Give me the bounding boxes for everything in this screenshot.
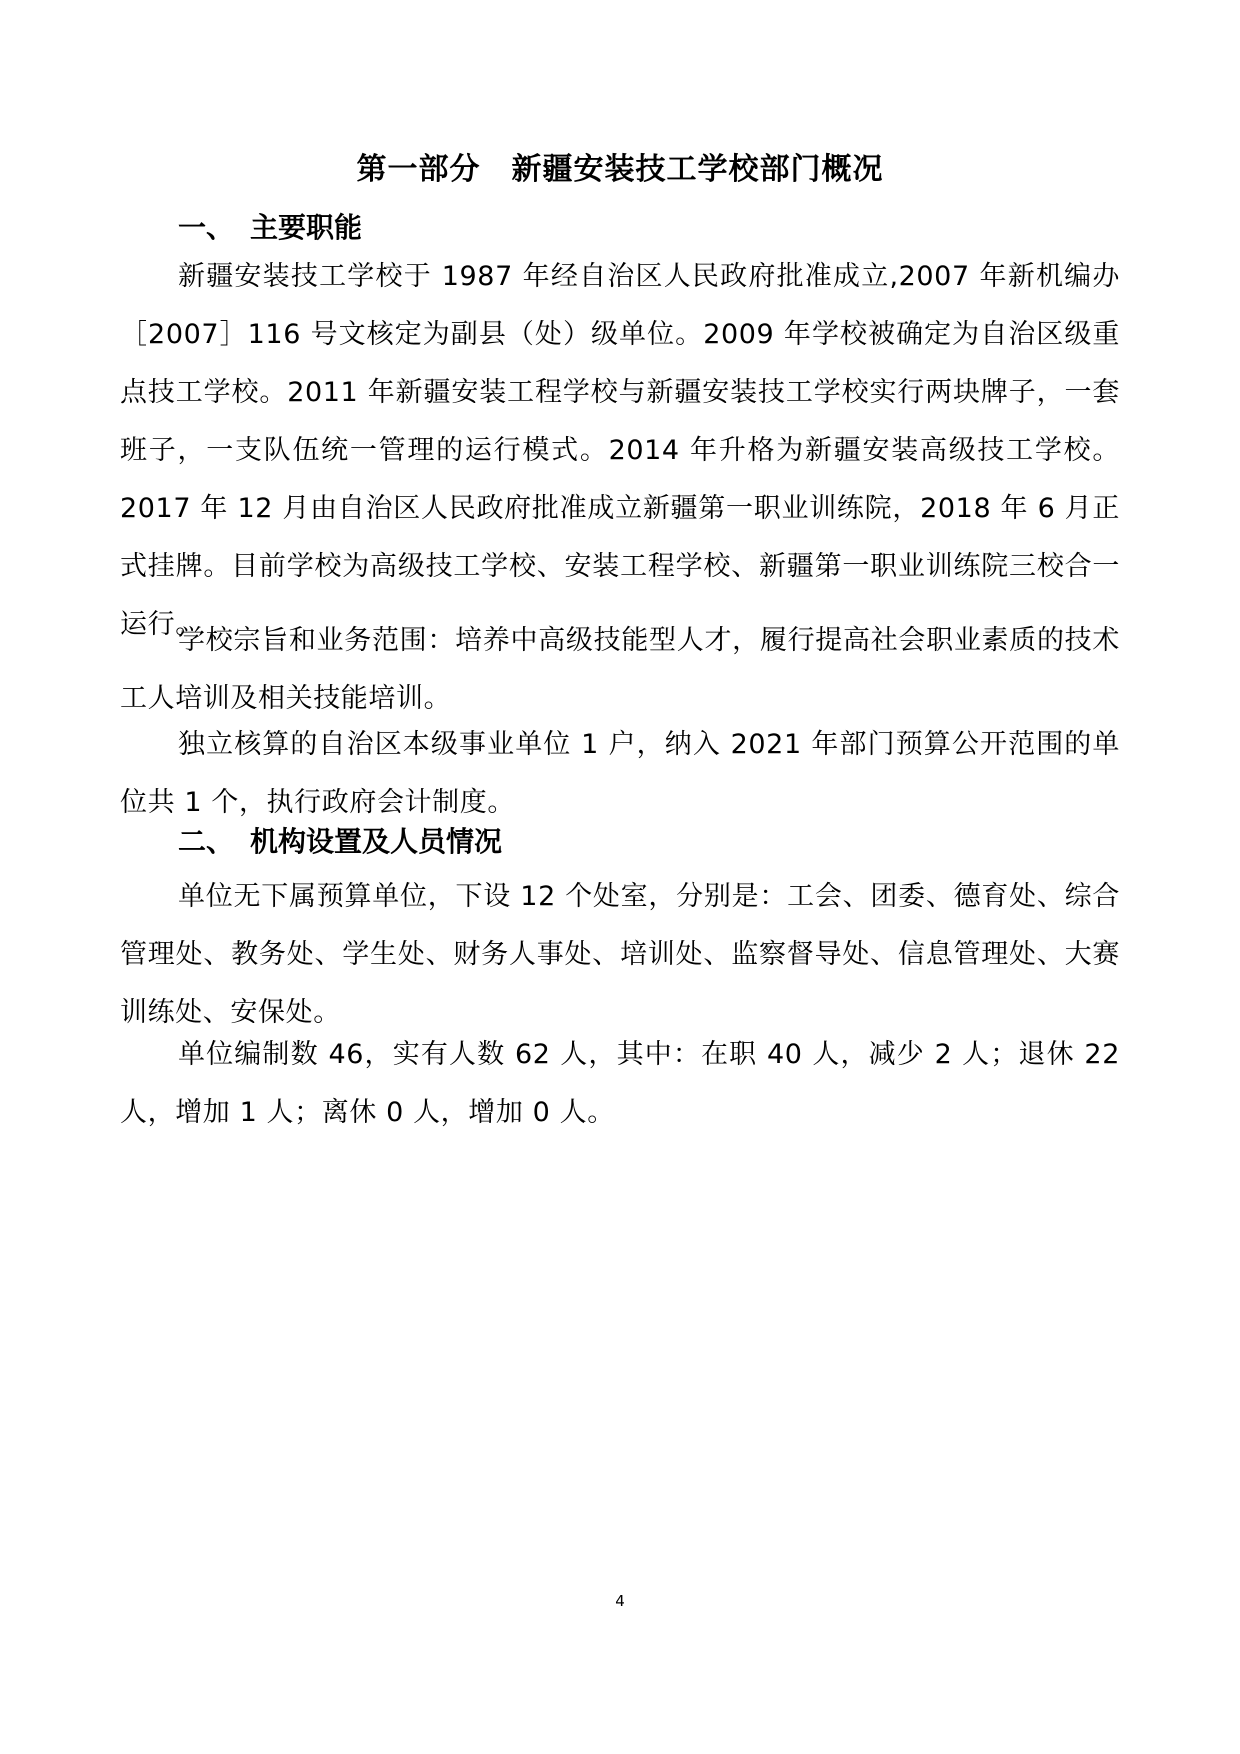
paragraph-staffing: 单位编制数 46，实有人数 62 人，其中：在职 40 人，减少 2 人；退休 22 人，增加 1 人；离休 0 人，增加 0 人。 xyxy=(120,1039,1120,1128)
section-heading-functions xyxy=(178,206,362,250)
paragraph-school-history: 新疆安装技工学校于 1987 年经自治区人民政府批准成立,2007 年新机编办［2007］116 号文核定为副县（处）级单位。2009 年学校被确定为自治区级重点技工学校。2011 年新疆安装工程学校与新疆安装技工学校实行两块牌子，一套班子，一支队伍统一管理的运行模式。2014 年升格为新疆安装高级技工学校。2017 年 12 月由自治区人民政府批准成立新疆第一职业训练院，2018 年 6 月正式挂牌。目前学校为高级技工学校、安装工程学校、新疆第一职业训练院三校合一运行。 xyxy=(120,261,1120,640)
paragraph-departments: 单位无下属预算单位，下设 12 个处室，分别是：工会、团委、德育处、综合管理处、教务处、学生处、财务人事处、培训处、监察督导处、信息管理处、大赛训练处、安保处。 xyxy=(120,881,1120,1028)
section-number: 一、 xyxy=(178,211,235,244)
page-number: 4 xyxy=(615,1592,625,1610)
page-title: 第一部分 新疆安装技工学校部门概况 xyxy=(356,152,884,187)
section-title: 主要职能 xyxy=(250,211,363,244)
paragraph-budget-units: 独立核算的自治区本级事业单位 1 户，纳入 2021 年部门预算公开范围的单位共 1 个，执行政府会计制度。 xyxy=(120,729,1120,818)
section-title: 机构设置及人员情况 xyxy=(250,825,503,858)
section-heading-organization xyxy=(178,820,502,864)
paragraph-school-mission: 学校宗旨和业务范围：培养中高级技能型人才，履行提高社会职业素质的技术工人培训及相关技能培训。 xyxy=(120,625,1120,714)
section-number: 二、 xyxy=(178,825,235,858)
